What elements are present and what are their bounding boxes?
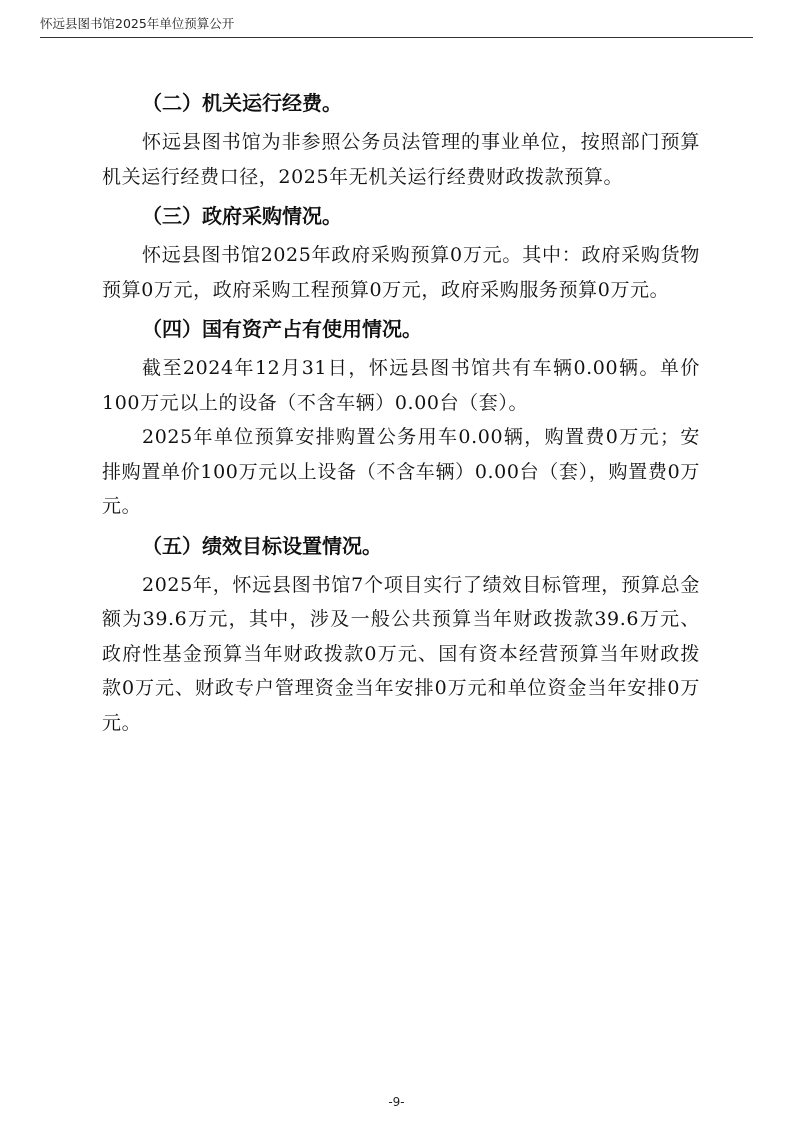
running-header: 怀远县图书馆2025年单位预算公开 bbox=[40, 16, 235, 31]
document-body bbox=[102, 86, 700, 740]
paragraph: 2025年，怀远县图书馆7个项目实行了绩效目标管理，预算总金额为39.6万元，其中，涉及一般公共预算当年财政拨款39.6万元、政府性基金预算当年财政拨款0万元、国有资本经营预算当年财政拨款0万元、财政专户管理资金当年安排0万元和单位资金当年安排0万元。 bbox=[102, 573, 700, 734]
paragraph: 2025年单位预算安排购置公务用车0.00辆，购置费0万元；安排购置单价100万元以上设备（不含车辆）0.00台（套），购置费0万元。 bbox=[102, 426, 700, 517]
section-heading: （二）机关运行经费。 bbox=[142, 91, 342, 115]
section-heading: （三）政府采购情况。 bbox=[142, 204, 342, 228]
section-performance-targets bbox=[102, 529, 700, 741]
paragraph: 截至2024年12月31日，怀远县图书馆共有车辆0.00辆。单价100万元以上的设备（不含车辆）0.00台（套）。 bbox=[102, 357, 700, 414]
paragraph: 怀远县图书馆为非参照公务员法管理的事业单位，按照部门预算机关运行经费口径，2025年无机关运行经费财政拨款预算。 bbox=[102, 131, 700, 188]
section-heading: （四）国有资产占有使用情况。 bbox=[142, 317, 422, 341]
section-state-assets bbox=[102, 312, 700, 524]
paragraph: 怀远县图书馆2025年政府采购预算0万元。其中：政府采购货物预算0万元，政府采购工程预算0万元，政府采购服务预算0万元。 bbox=[102, 244, 700, 301]
section-admin-expenses bbox=[102, 86, 700, 194]
header-rule bbox=[40, 37, 753, 38]
section-government-procurement bbox=[102, 199, 700, 307]
page-number: -9- bbox=[388, 1095, 405, 1109]
section-heading: （五）绩效目标设置情况。 bbox=[142, 533, 382, 558]
